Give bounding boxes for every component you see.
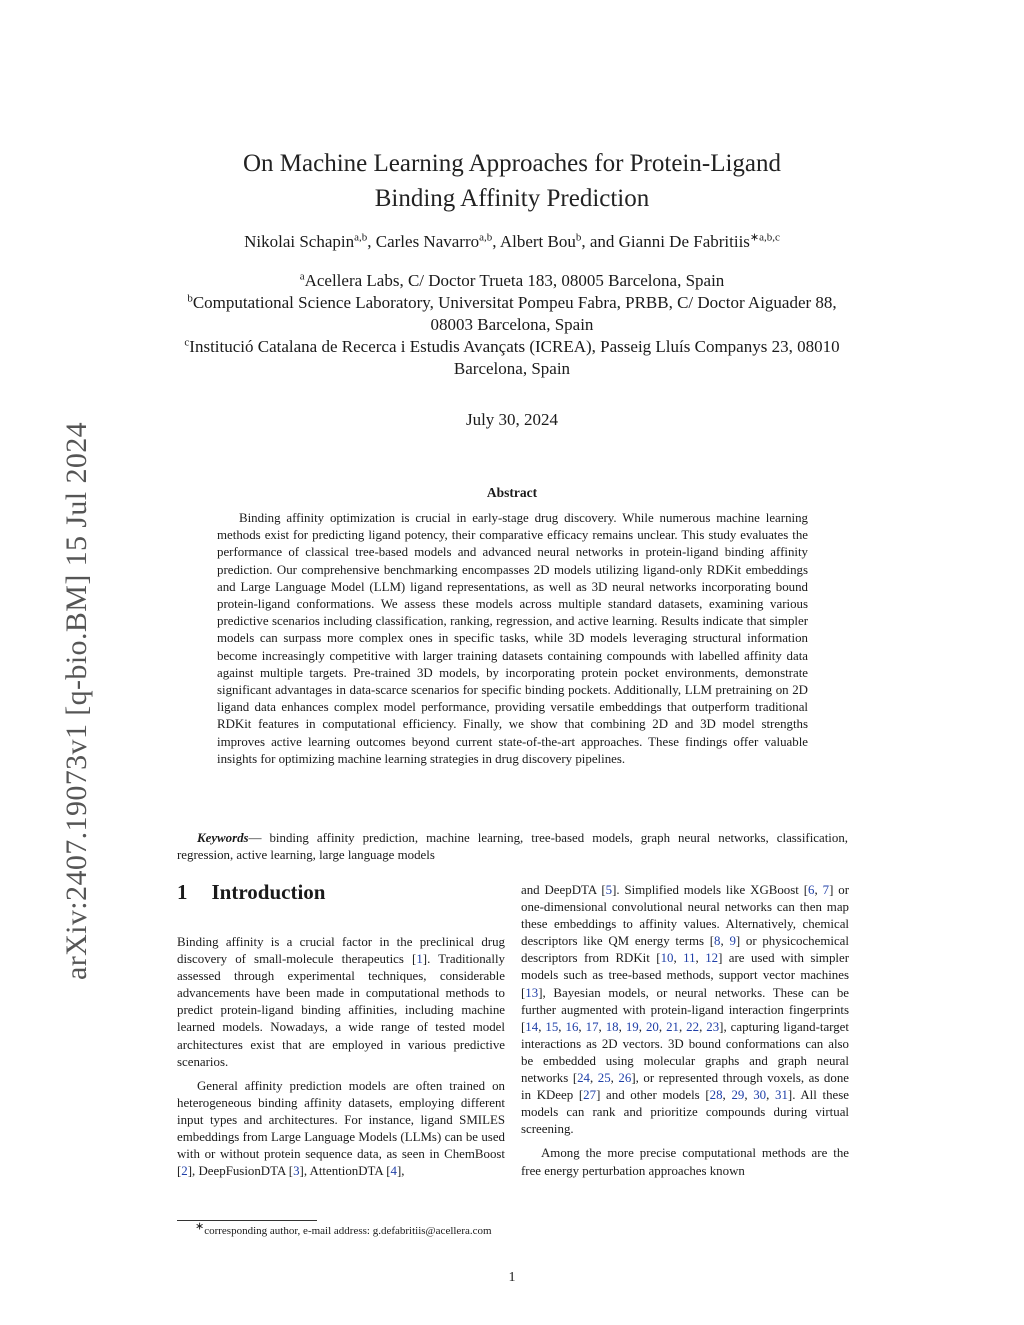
abstract-text: Binding affinity optimization is crucial in early-stage drug discovery. While numerous machine learning methods exist for predicting ligand potency, their comparative efficacy remains unclear. This study evaluates the performance of classical tree-based models and advanced neural networks in protein-ligand binding affinity prediction. Our comprehensive benchmarking encompasses 2D models utilizing ligand-only RDKit embeddings and Large Language Model (LLM) ligand representations, as well as 3D neural networks incorporating bound protein-ligand conformations. We assess these models across multiple standard datasets, examining various predictive scenarios including classification, ranking, regression, and active learning. Results indicate that simpler models can surpass more complex ones in specific tasks, while 3D models leveraging structural information become increasingly competitive with larger training datasets containing compounds with labelled affinity data against multiple targets. Pre-trained 3D models, by incorporating protein pocket environments, demonstrate significant advantages in data-scarce scenarios for specific binding pockets. Additionally, LLM pretraining on 2D ligand data enhances complex model performance, providing versatile embeddings that outperform traditional RDKit features in computational efficiency. Finally, we show that combining 2D and 3D model strengths improves active learning outcomes beyond current state-of-the-art approaches. These findings offer valuable insights for optimizing machine learning strategies in drug discovery pipelines. (217, 511, 808, 766)
body-text: General affinity prediction models are often trained on heterogeneous binding affinity datasets, employing different input types and architectures. For instance, ligand SMILES embeddings from Large Language Models (LLMs) can be used with or without protein sequence data, as seen in ChemBoost (177, 1078, 505, 1162)
citation-link[interactable]: 31 (775, 1088, 788, 1103)
affiliation-text: Institució Catalana de Recerca i Estudis Avançats (ICREA), Passeig Lluís Companys 23, 08010 Barcelona, Spain (189, 337, 840, 378)
page-number: 1 (508, 1270, 516, 1285)
citation-link[interactable]: 14 (525, 1019, 539, 1034)
affiliation (170, 336, 854, 380)
footnote (195, 1220, 492, 1237)
section-number: 1 (177, 880, 188, 904)
keywords (177, 830, 848, 864)
author-affiliation-marker: b (575, 231, 582, 244)
citation-link[interactable]: 13 (525, 985, 539, 1000)
author-affiliation-marker: a,b (354, 231, 368, 244)
body-text: , Bayesian models, or neural networks. These can be further augmented with protein-ligand interaction fingerprints (521, 985, 849, 1017)
author-affiliation-marker: ∗a,b,c (749, 231, 780, 244)
author-affiliation-marker: a,b (479, 231, 493, 244)
author-name: Gianni De Fabritiis (618, 232, 750, 251)
citation-link[interactable]: 10 (660, 951, 674, 966)
citation-link[interactable]: 8 (714, 934, 721, 949)
citation-link[interactable]: 16 (565, 1019, 579, 1034)
citation-link[interactable]: 30 (753, 1088, 767, 1103)
citation-link[interactable]: 9 (729, 934, 736, 949)
body-text: , or represented through voxels, as done in KDeep (521, 1071, 849, 1103)
citation-link[interactable]: 11 (683, 951, 696, 966)
author-name: Albert Bou (499, 232, 576, 251)
citation-link[interactable]: 28 (709, 1088, 723, 1103)
section-heading (177, 880, 325, 905)
affiliation-text: Computational Science Laboratory, Universitat Pompeu Fabra, PRBB, C/ Doctor Aiguader 88, 08003 Barcelona, Spain (192, 293, 837, 334)
affiliation-marker: a (299, 270, 305, 283)
citation-link[interactable]: 29 (731, 1088, 745, 1103)
citation-link[interactable]: 17 (585, 1019, 599, 1034)
affiliation-text: Acellera Labs, C/ Doctor Trueta 183, 08005 Barcelona, Spain (304, 271, 725, 290)
keywords-label: Keywords (197, 831, 249, 845)
body-text: and DeepDTA (521, 883, 602, 897)
citation-link[interactable]: 21 (666, 1019, 679, 1034)
author-name: Carles Navarro (375, 232, 480, 251)
citation-link[interactable]: 18 (605, 1019, 619, 1034)
left-column (177, 934, 505, 1187)
body-text: Among the more precise computational methods are the free energy perturbation approaches known (521, 1146, 849, 1178)
arxiv-identifier: arXiv:2407.19073v1 [q-bio.BM] 15 Jul 2024 (60, 421, 93, 980)
affiliation (170, 270, 854, 292)
citation-link[interactable]: 26 (618, 1071, 632, 1086)
citation-link[interactable]: 6 (808, 883, 815, 897)
body-text: . Simplified models like XGBoost (616, 883, 804, 897)
citation-link[interactable]: 7 (822, 883, 830, 897)
body-text: . Traditionally assessed through experimental techniques, considerable advancements have been made in computational methods to predict protein-ligand binding affinities, including machine learned models. Nowadays, a wide range of tested model architectures exist that are employed in various predictive scenarios. (177, 952, 506, 1069)
intro-paragraph-2: General affinity prediction models are often trained on heterogeneous binding affinity datasets, employing different input types and architectures. For instance, ligand SMILES embeddings from Large Language Models (LLMs) can be used with or without protein sequence data, as seen in ChemBoost [2], DeepFusionDTA [3], AttentionDTA [4], (177, 1078, 505, 1179)
citation-link[interactable]: 22 (686, 1019, 700, 1034)
citation-link[interactable]: 3 (293, 1164, 300, 1179)
body-text: , AttentionDTA (303, 1164, 387, 1179)
citation-link[interactable]: 23 (706, 1019, 720, 1034)
affiliations (170, 270, 854, 380)
footnote-marker: ∗ (195, 1220, 205, 1233)
affiliation (170, 292, 854, 336)
citation-link[interactable]: 4 (390, 1164, 397, 1179)
body-text: , capturing ligand-target interactions as 2D vectors. 3D bound conformations can also be embedded using molecular graphs and graph neural networks (521, 1019, 849, 1086)
body-text: or physicochemical descriptors from RDKit (521, 934, 849, 966)
section-title: Introduction (211, 880, 326, 904)
paper-title (150, 146, 874, 216)
body-text: or one-dimensional convolutional neural networks can then map these embeddings to affinity values. Alternatively, chemical descriptors like QM energy terms (521, 883, 849, 949)
body-text: are used with simpler models such as tree-based methods, support vector machines (521, 951, 850, 983)
citation-link[interactable]: 15 (545, 1019, 559, 1034)
author-separator: , and (581, 232, 619, 251)
publication-date: July 30, 2024 (465, 410, 559, 429)
body-text: Binding affinity is a crucial factor in the preclinical drug discovery of small-molecule therapeutics (177, 935, 505, 967)
body-text: and other models (600, 1088, 706, 1103)
body-text: . All these models can rank and prioritize compounds during virtual screening. (521, 1088, 849, 1137)
citation-link[interactable]: 12 (705, 951, 719, 966)
affiliation-marker: b (187, 292, 193, 305)
affiliation-marker: c (184, 336, 190, 349)
intro-paragraph-4 (521, 1145, 849, 1179)
author-list (120, 232, 904, 252)
footnote-text: corresponding author, e-mail address: g.defabritiis@acellera.com (204, 1225, 492, 1237)
title-line-2: Binding Affinity Prediction (374, 185, 650, 212)
citation-link[interactable]: 27 (583, 1088, 597, 1103)
citation-link[interactable]: 25 (597, 1071, 611, 1086)
intro-paragraph-1: Binding affinity is a crucial factor in the preclinical drug discovery of small-molecule therapeutics [1]. Traditionally assessed through experimental techniques, considerable advancements have been made in computational methods to predict protein-ligand binding affinities, including machine learned models. Nowadays, a wide range of tested model architectures exist that are employed in various predictive scenarios. (177, 935, 506, 1069)
body-text: , DeepFusionDTA (192, 1164, 289, 1179)
citation-link[interactable]: 19 (625, 1019, 639, 1034)
citation-link[interactable]: 1 (416, 952, 423, 967)
intro-paragraph-3: and DeepDTA [5]. Simplified models like XGBoost [6, 7] or one-dimensional convolutional neural networks can then map these embeddings to affinity values. Alternatively, chemical descriptors like QM energy terms [8, 9] or physicochemical descriptors from RDKit [10, 11, 12] are used with simpler models such as tree-based methods, support vector machines [13], Bayesian models, or neural networks. These can be further augmented with protein-ligand interaction fingerprints [14, 15, 16, 17, 18, 19, 20, 21, 22, 23], capturing ligand-target interactions as 2D vectors. 3D bound conformations can also be embedded using molecular graphs and graph neural networks [24, 25, 26], or represented through voxels, as done in KDeep [27] and other models [28, 29, 30, 31]. All these models can rank and prioritize compounds during virtual screening. (521, 883, 850, 1137)
citation-link[interactable]: 2 (181, 1164, 188, 1179)
author-separator: , (492, 232, 500, 251)
body-text: , (401, 1164, 405, 1179)
author-separator: , (367, 232, 376, 251)
citation-link[interactable]: 20 (645, 1019, 659, 1034)
citation-link[interactable]: 5 (605, 883, 613, 897)
right-column (521, 882, 849, 1187)
abstract-heading: Abstract (486, 485, 538, 500)
keywords-text: — binding affinity prediction, machine learning, tree-based models, graph neural networks, classification, regression, active learning, large language models (177, 831, 848, 863)
citation-link[interactable]: 24 (577, 1071, 590, 1086)
title-line-1: On Machine Learning Approaches for Protein-Ligand (242, 150, 782, 177)
author-name: Nikolai Schapin (244, 232, 355, 251)
